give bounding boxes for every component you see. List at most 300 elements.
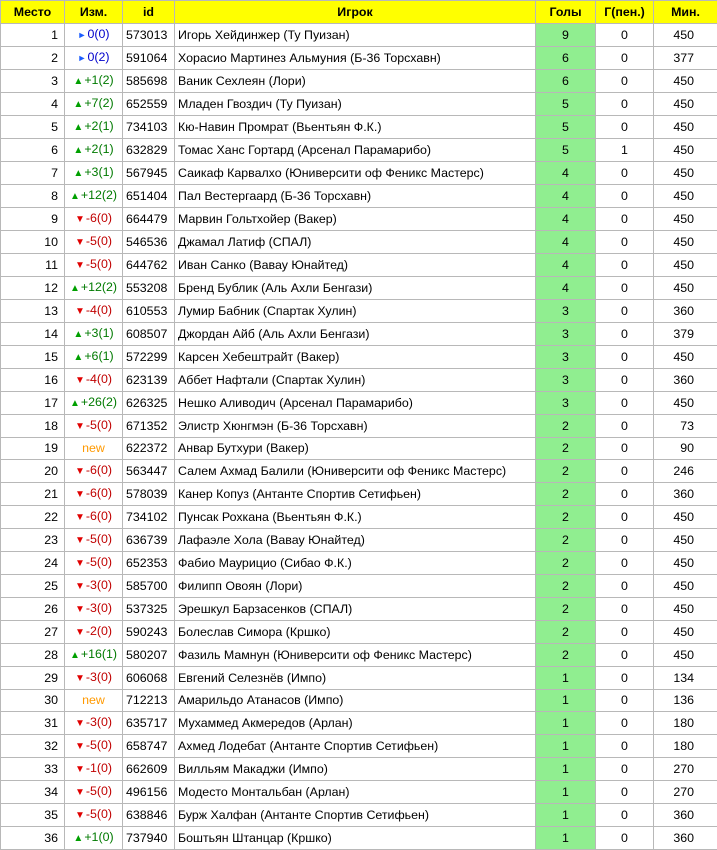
change-indicator (75, 578, 112, 592)
table-row (1, 70, 717, 93)
change-indicator (75, 303, 112, 317)
place-cell: 10 (1, 231, 65, 254)
header-place[interactable]: Место (1, 1, 65, 24)
change-cell (65, 208, 123, 231)
id-cell: 537325 (123, 598, 175, 621)
id-cell: 671352 (123, 415, 175, 438)
penalty-goals-cell: 0 (596, 712, 654, 735)
id-cell: 664479 (123, 208, 175, 231)
change-cell (65, 438, 123, 460)
id-cell: 712213 (123, 690, 175, 712)
header-min[interactable]: Мин. (654, 1, 717, 24)
place-cell: 18 (1, 415, 65, 438)
player-cell[interactable]: Пунсак Рохкана (Вьентьян Ф.К.) (175, 506, 536, 529)
place-cell: 12 (1, 277, 65, 300)
id-cell: 734102 (123, 506, 175, 529)
penalty-goals-cell: 0 (596, 70, 654, 93)
id-cell: 652353 (123, 552, 175, 575)
penalty-goals-cell: 0 (596, 277, 654, 300)
player-cell[interactable]: Нешко Аливодич (Арсенал Парамарибо) (175, 392, 536, 415)
trend-arrow-icon: ▼ (75, 416, 85, 437)
change-indicator (73, 326, 113, 340)
change-value: +12(2) (81, 188, 117, 202)
table-row (1, 162, 717, 185)
table-row (1, 621, 717, 644)
id-cell: 608507 (123, 323, 175, 346)
goals-cell: 1 (536, 804, 596, 827)
change-value: +12(2) (81, 280, 117, 294)
penalty-goals-cell: 0 (596, 483, 654, 506)
penalty-goals-cell: 0 (596, 47, 654, 70)
place-cell: 4 (1, 93, 65, 116)
player-cell[interactable]: Джордан Айб (Аль Ахли Бенгази) (175, 323, 536, 346)
trend-arrow-icon: ▲ (70, 278, 80, 299)
minutes-cell: 73 (654, 415, 717, 438)
minutes-cell: 450 (654, 70, 717, 93)
goals-cell: 6 (536, 47, 596, 70)
player-cell[interactable]: Лафаэле Хола (Вавау Юнайтед) (175, 529, 536, 552)
goals-cell: 2 (536, 483, 596, 506)
place-cell: 32 (1, 735, 65, 758)
change-cell (65, 24, 123, 47)
player-cell[interactable]: Аббет Нафтали (Спартак Хулин) (175, 369, 536, 392)
trend-arrow-icon: ▼ (75, 255, 85, 276)
goals-cell: 3 (536, 346, 596, 369)
id-cell: 636739 (123, 529, 175, 552)
change-cell (65, 460, 123, 483)
id-cell: 737940 (123, 827, 175, 850)
place-cell: 24 (1, 552, 65, 575)
change-value: +2(1) (84, 119, 113, 133)
minutes-cell: 450 (654, 575, 717, 598)
penalty-goals-cell: 0 (596, 162, 654, 185)
change-cell (65, 667, 123, 690)
place-cell: 31 (1, 712, 65, 735)
change-value: -3(0) (86, 670, 112, 684)
change-indicator (75, 418, 112, 432)
table-row (1, 254, 717, 277)
player-cell[interactable]: Фабио Маурицио (Сибао Ф.К.) (175, 552, 536, 575)
player-cell[interactable]: Бурж Халфан (Антанте Спортив Сетифьен) (175, 804, 536, 827)
trend-arrow-icon: ▲ (73, 828, 83, 849)
id-cell: 658747 (123, 735, 175, 758)
change-cell (65, 254, 123, 277)
trend-arrow-icon: ▼ (75, 576, 85, 597)
player-cell[interactable]: Джамал Латиф (СПАЛ) (175, 231, 536, 254)
change-cell (65, 827, 123, 850)
place-cell: 11 (1, 254, 65, 277)
change-value: +3(1) (84, 165, 113, 179)
trend-arrow-icon: ▼ (75, 507, 85, 528)
change-value: 0(0) (87, 27, 109, 41)
trend-arrow-icon: ► (78, 48, 87, 69)
goals-cell: 2 (536, 506, 596, 529)
trend-arrow-icon: ▲ (73, 163, 83, 184)
player-cell[interactable]: Филипп Овоян (Лори) (175, 575, 536, 598)
change-indicator (78, 50, 110, 64)
penalty-goals-cell: 0 (596, 323, 654, 346)
goals-cell: 2 (536, 621, 596, 644)
header-change[interactable]: Изм. (65, 1, 123, 24)
goals-cell: 3 (536, 392, 596, 415)
trend-arrow-icon: ▲ (70, 645, 80, 666)
header-id[interactable]: id (123, 1, 175, 24)
change-indicator (73, 142, 113, 156)
change-indicator (73, 349, 113, 363)
change-value: -2(0) (86, 624, 112, 638)
id-cell: 626325 (123, 392, 175, 415)
trend-arrow-icon: ▼ (75, 553, 85, 574)
table-row (1, 529, 717, 552)
table-row (1, 506, 717, 529)
goals-cell: 3 (536, 369, 596, 392)
trend-arrow-icon: ▲ (70, 393, 80, 414)
trend-arrow-icon: ▼ (75, 209, 85, 230)
minutes-cell: 450 (654, 552, 717, 575)
change-value: -4(0) (86, 372, 112, 386)
table-row (1, 185, 717, 208)
table-row (1, 575, 717, 598)
place-cell: 23 (1, 529, 65, 552)
minutes-cell: 246 (654, 460, 717, 483)
change-value: -6(0) (86, 463, 112, 477)
minutes-cell: 450 (654, 116, 717, 139)
id-cell: 606068 (123, 667, 175, 690)
penalty-goals-cell: 0 (596, 529, 654, 552)
change-cell (65, 300, 123, 323)
change-cell (65, 575, 123, 598)
table-row (1, 438, 717, 460)
change-indicator (70, 188, 117, 202)
table-row (1, 47, 717, 70)
player-cell[interactable]: Эрешкул Барзасенков (СПАЛ) (175, 598, 536, 621)
change-indicator (70, 280, 117, 294)
player-cell[interactable]: Лумир Бабник (Спартак Хулин) (175, 300, 536, 323)
change-indicator (75, 234, 112, 248)
player-cell[interactable]: Анвар Бутхури (Вакер) (175, 438, 536, 460)
change-cell (65, 552, 123, 575)
goals-cell: 2 (536, 460, 596, 483)
player-cell[interactable]: Ахмед Лодебат (Антанте Спортив Сетифьен) (175, 735, 536, 758)
place-cell: 9 (1, 208, 65, 231)
goals-cell: 2 (536, 415, 596, 438)
change-value: +6(1) (84, 349, 113, 363)
trend-arrow-icon: ▼ (75, 759, 85, 780)
change-value: -5(0) (86, 738, 112, 752)
table-row (1, 415, 717, 438)
place-cell: 30 (1, 690, 65, 712)
place-cell: 22 (1, 506, 65, 529)
change-cell (65, 369, 123, 392)
table-row (1, 208, 717, 231)
trend-arrow-icon: ▲ (70, 186, 80, 207)
id-cell: 578039 (123, 483, 175, 506)
change-value: -5(0) (86, 257, 112, 271)
player-cell[interactable]: Бoштьян Штанцар (Кршко) (175, 827, 536, 850)
trend-arrow-icon: ▼ (75, 461, 85, 482)
table-row (1, 644, 717, 667)
trend-arrow-icon: ▼ (75, 232, 85, 253)
change-value: new (82, 693, 105, 707)
player-cell[interactable]: Пал Вестергаард (Б-36 Торсхавн) (175, 185, 536, 208)
player-cell[interactable]: Ваник Сехлеян (Лори) (175, 70, 536, 93)
change-value: +1(2) (84, 73, 113, 87)
player-cell[interactable]: Болеслав Симора (Кршко) (175, 621, 536, 644)
trend-arrow-icon: ▼ (75, 370, 85, 391)
penalty-goals-cell: 0 (596, 735, 654, 758)
minutes-cell: 180 (654, 712, 717, 735)
id-cell: 632829 (123, 139, 175, 162)
change-cell (65, 712, 123, 735)
minutes-cell: 270 (654, 758, 717, 781)
change-cell (65, 47, 123, 70)
goals-cell: 1 (536, 712, 596, 735)
player-cell[interactable]: Вилльям Макаджи (Импо) (175, 758, 536, 781)
change-cell (65, 323, 123, 346)
table-row (1, 781, 717, 804)
change-cell (65, 483, 123, 506)
table-row (1, 139, 717, 162)
place-cell: 27 (1, 621, 65, 644)
trend-arrow-icon: ▲ (73, 117, 83, 138)
goals-cell: 2 (536, 438, 596, 460)
change-value: +2(1) (84, 142, 113, 156)
minutes-cell: 450 (654, 598, 717, 621)
place-cell: 28 (1, 644, 65, 667)
id-cell: 567945 (123, 162, 175, 185)
table-row (1, 116, 717, 139)
player-cell[interactable]: Фазиль Мамнун (Юниверсити оф Феникс Мастерс) (175, 644, 536, 667)
change-value: -4(0) (86, 303, 112, 317)
place-cell: 15 (1, 346, 65, 369)
penalty-goals-cell: 0 (596, 254, 654, 277)
minutes-cell: 450 (654, 392, 717, 415)
change-value: +3(1) (84, 326, 113, 340)
table-row (1, 231, 717, 254)
goals-cell: 1 (536, 690, 596, 712)
penalty-goals-cell: 0 (596, 667, 654, 690)
change-cell (65, 185, 123, 208)
id-cell: 580207 (123, 644, 175, 667)
player-cell[interactable]: Марвин Гольтхойер (Вакер) (175, 208, 536, 231)
trend-arrow-icon: ► (78, 25, 87, 46)
player-cell[interactable]: Бренд Бублик (Аль Ахли Бенгази) (175, 277, 536, 300)
player-cell[interactable]: Томас Ханс Гортард (Арсенал Парамарибо) (175, 139, 536, 162)
goals-cell: 2 (536, 529, 596, 552)
goals-cell: 5 (536, 93, 596, 116)
change-value: -3(0) (86, 715, 112, 729)
change-value: +26(2) (81, 395, 117, 409)
place-cell: 33 (1, 758, 65, 781)
table-row (1, 804, 717, 827)
place-cell: 21 (1, 483, 65, 506)
player-cell[interactable]: Мухаммед Акмередов (Арлан) (175, 712, 536, 735)
id-cell: 623139 (123, 369, 175, 392)
minutes-cell: 450 (654, 231, 717, 254)
table-row (1, 552, 717, 575)
player-cell[interactable]: Младен Гвоздич (Ту Пуизан) (175, 93, 536, 116)
change-indicator (75, 372, 112, 386)
change-cell (65, 621, 123, 644)
id-cell: 563447 (123, 460, 175, 483)
change-indicator (75, 601, 112, 615)
penalty-goals-cell: 0 (596, 758, 654, 781)
penalty-goals-cell: 0 (596, 804, 654, 827)
player-cell[interactable]: Игорь Хейдинжер (Ту Пуизан) (175, 24, 536, 47)
minutes-cell: 360 (654, 300, 717, 323)
change-indicator (75, 784, 112, 798)
place-cell: 34 (1, 781, 65, 804)
goals-cell: 4 (536, 254, 596, 277)
goals-cell: 5 (536, 116, 596, 139)
change-cell (65, 506, 123, 529)
table-body (1, 24, 717, 850)
table-row (1, 460, 717, 483)
player-cell[interactable]: Карсен Хебештрайт (Вакер) (175, 346, 536, 369)
change-indicator (75, 715, 112, 729)
change-cell (65, 277, 123, 300)
table-row (1, 93, 717, 116)
id-cell: 573013 (123, 24, 175, 47)
change-value: -5(0) (86, 807, 112, 821)
place-cell: 13 (1, 300, 65, 323)
id-cell: 638846 (123, 804, 175, 827)
table-row (1, 712, 717, 735)
place-cell: 26 (1, 598, 65, 621)
place-cell: 1 (1, 24, 65, 47)
table-row (1, 24, 717, 47)
penalty-goals-cell: 0 (596, 300, 654, 323)
player-cell[interactable]: Хорасио Мартинез Альмуния (Б-36 Торсхавн) (175, 47, 536, 70)
header-goals[interactable]: Голы (536, 1, 596, 24)
change-cell (65, 139, 123, 162)
player-cell[interactable]: Амарильдо Атанасов (Импо) (175, 690, 536, 712)
trend-arrow-icon: ▼ (75, 713, 85, 734)
minutes-cell: 450 (654, 644, 717, 667)
place-cell: 8 (1, 185, 65, 208)
change-value: -5(0) (86, 532, 112, 546)
header-pen[interactable]: Г(пен.) (596, 1, 654, 24)
header-player[interactable]: Игрок (175, 1, 536, 24)
place-cell: 5 (1, 116, 65, 139)
player-cell[interactable]: Элистр Хюнгмэн (Б-36 Торсхавн) (175, 415, 536, 438)
table-row (1, 483, 717, 506)
place-cell: 19 (1, 438, 65, 460)
minutes-cell: 360 (654, 804, 717, 827)
change-cell (65, 529, 123, 552)
trend-arrow-icon: ▼ (75, 301, 85, 322)
player-cell[interactable]: Евгений Селезнёв (Импо) (175, 667, 536, 690)
trend-arrow-icon: ▼ (75, 668, 85, 689)
player-cell[interactable]: Кю-Навин Промрат (Вьентьян Ф.К.) (175, 116, 536, 139)
change-indicator (73, 119, 113, 133)
place-cell: 3 (1, 70, 65, 93)
change-indicator (70, 647, 117, 661)
goals-cell: 4 (536, 277, 596, 300)
penalty-goals-cell: 0 (596, 208, 654, 231)
change-indicator (73, 73, 113, 87)
change-value: -5(0) (86, 234, 112, 248)
trend-arrow-icon: ▲ (73, 324, 83, 345)
player-cell[interactable]: Модесто Монтальбан (Арлан) (175, 781, 536, 804)
minutes-cell: 450 (654, 529, 717, 552)
change-cell (65, 231, 123, 254)
penalty-goals-cell: 0 (596, 415, 654, 438)
trend-arrow-icon: ▼ (75, 805, 85, 826)
table-row (1, 323, 717, 346)
trend-arrow-icon: ▼ (75, 736, 85, 757)
id-cell: 591064 (123, 47, 175, 70)
minutes-cell: 450 (654, 506, 717, 529)
goals-cell: 2 (536, 598, 596, 621)
minutes-cell: 90 (654, 438, 717, 460)
minutes-cell: 136 (654, 690, 717, 712)
change-cell (65, 162, 123, 185)
id-cell: 585700 (123, 575, 175, 598)
change-indicator (75, 738, 112, 752)
trend-arrow-icon: ▼ (75, 484, 85, 505)
id-cell: 553208 (123, 277, 175, 300)
change-value: -6(0) (86, 211, 112, 225)
minutes-cell: 360 (654, 483, 717, 506)
trend-arrow-icon: ▲ (73, 347, 83, 368)
penalty-goals-cell: 0 (596, 598, 654, 621)
penalty-goals-cell: 0 (596, 116, 654, 139)
player-cell[interactable]: Иван Санко (Вавау Юнайтед) (175, 254, 536, 277)
change-indicator (75, 257, 112, 271)
penalty-goals-cell: 0 (596, 575, 654, 598)
change-indicator (82, 693, 105, 707)
id-cell: 635717 (123, 712, 175, 735)
place-cell: 16 (1, 369, 65, 392)
penalty-goals-cell: 0 (596, 690, 654, 712)
change-value: 0(2) (87, 50, 109, 64)
goals-cell: 1 (536, 667, 596, 690)
place-cell: 14 (1, 323, 65, 346)
trend-arrow-icon: ▼ (75, 530, 85, 551)
penalty-goals-cell: 0 (596, 644, 654, 667)
change-value: new (82, 441, 105, 455)
minutes-cell: 377 (654, 47, 717, 70)
goals-cell: 4 (536, 231, 596, 254)
change-value: +1(0) (84, 830, 113, 844)
penalty-goals-cell: 0 (596, 93, 654, 116)
id-cell: 652559 (123, 93, 175, 116)
penalty-goals-cell: 0 (596, 231, 654, 254)
change-value: -3(0) (86, 601, 112, 615)
minutes-cell: 134 (654, 667, 717, 690)
player-cell[interactable]: Саикаф Карвалхо (Юниверсити оф Феникс Мастерс) (175, 162, 536, 185)
trend-arrow-icon: ▼ (75, 782, 85, 803)
change-cell (65, 392, 123, 415)
change-value: +16(1) (81, 647, 117, 661)
change-indicator (75, 211, 112, 225)
minutes-cell: 450 (654, 162, 717, 185)
goals-cell: 4 (536, 185, 596, 208)
change-cell (65, 415, 123, 438)
change-indicator (75, 555, 112, 569)
penalty-goals-cell: 0 (596, 781, 654, 804)
trend-arrow-icon: ▲ (73, 140, 83, 161)
player-cell[interactable]: Канер Копуз (Антанте Спортив Сетифьен) (175, 483, 536, 506)
change-indicator (75, 624, 112, 638)
table-row (1, 667, 717, 690)
penalty-goals-cell: 0 (596, 346, 654, 369)
minutes-cell: 450 (654, 621, 717, 644)
goals-cell: 9 (536, 24, 596, 47)
player-cell[interactable]: Салем Ахмад Балили (Юниверсити оф Феникс Мастерс) (175, 460, 536, 483)
penalty-goals-cell: 0 (596, 506, 654, 529)
